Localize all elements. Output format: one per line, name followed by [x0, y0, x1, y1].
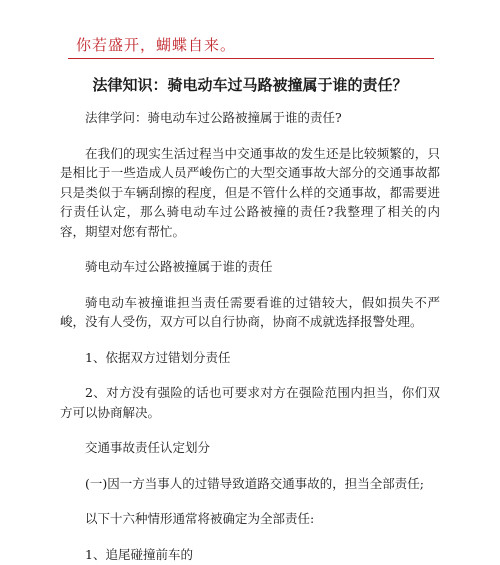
paragraph: (一)因一方当事人的过错导致道路交通事故的，担当全部责任;: [85, 475, 424, 491]
paragraph: 以下十六种情形通常将被确定为全部责任:: [85, 511, 315, 526]
list-item: 2、对方没有强险的话也可要求对方在强险范围内担当，你们双方可以协商解决。: [60, 385, 440, 420]
paragraph: 骑电动车被撞谁担当责任需要看谁的过错较大，假如损失不严峻，没有人受伤，双方可以自行协商，协商不成就选择报警处理。: [60, 294, 440, 329]
paragraph: 在我们的现实生活过程当中交通事故的发生还是比较频繁的，只是相比于一些造成人员严峻伤亡的大型交通事故大部分的交通事故都只是类似于车辆刮擦的程度，但是不管什么样的交通事故，都需要进行责任认定，那么骑电动车过公路被撞的责任?我整理了相关的内容，期望对您有帮忙。: [60, 145, 440, 239]
header-banner: [0, 0, 500, 62]
list-item: 1、追尾碰撞前车的: [85, 546, 193, 562]
paragraph: 法律学问：骑电动车过公路被撞属于谁的责任?: [85, 110, 342, 125]
document-title: 法律知识：骑电动车过马路被撞属于谁的责任？: [92, 76, 408, 94]
section-heading: 骑电动车过公路被撞属于谁的责任: [85, 259, 273, 274]
list-item: 1、依据双方过错划分责任: [85, 349, 231, 365]
section-heading: 交通事故责任认定划分: [85, 440, 211, 455]
header-divider: [68, 58, 434, 59]
header-motto: 你若盛开，蝴蝶自来。: [76, 36, 237, 54]
document-body: [60, 74, 440, 564]
